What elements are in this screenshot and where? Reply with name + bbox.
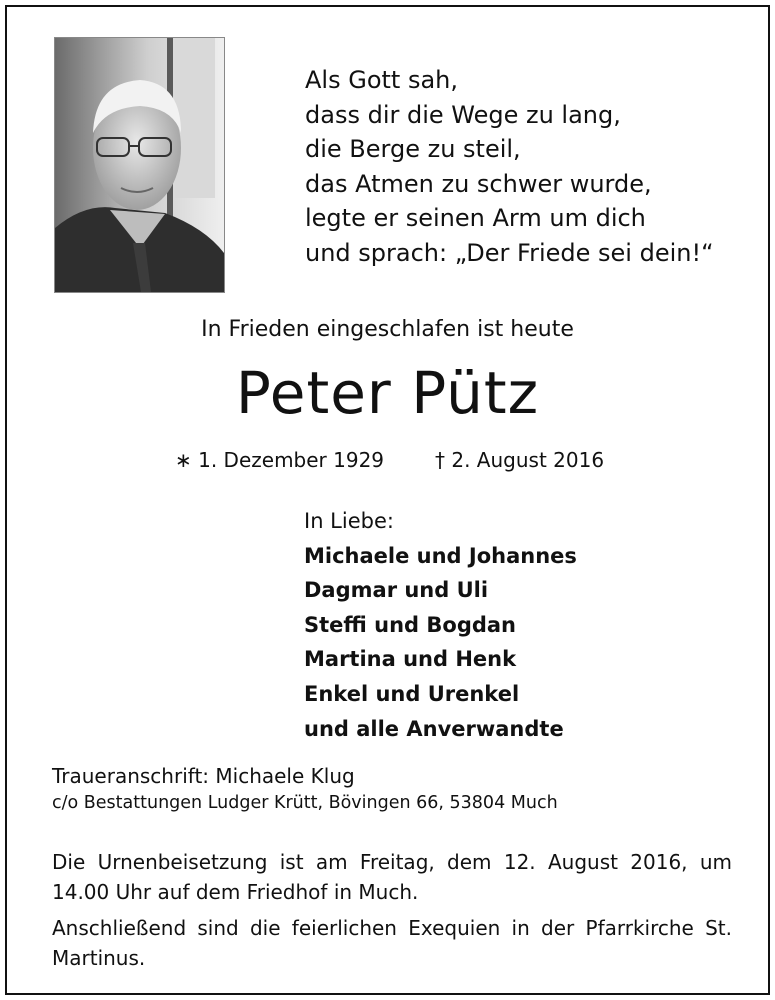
poem-line: legte er seinen Arm um dich [305, 204, 646, 232]
address-line: Traueranschrift: Michaele Klug [52, 764, 355, 788]
poem-line: und sprach: „Der Friede sei dein!“ [305, 238, 714, 267]
obituary-frame [5, 5, 770, 995]
poem-line: Als Gott sah, [305, 66, 458, 94]
poem [305, 63, 714, 270]
poem-line: das Atmen zu schwer wurde, [305, 169, 652, 198]
funeral-info [52, 847, 732, 979]
mourner-name: Enkel und Urenkel [304, 681, 520, 706]
address-line: c/o Bestattungen Ludger Krütt, Bövingen 66, 53804 Much [52, 793, 558, 813]
funeral-paragraph: Anschließend sind die feierlichen Exequien in der Pfarrkirche St. Martinus. [52, 916, 732, 970]
mourner-name: Martina und Henk [304, 647, 517, 672]
mourners-intro: In Liebe: [304, 509, 394, 533]
deceased-name: Peter Pütz [235, 359, 540, 427]
mourner-name: Michaele und Johannes [304, 543, 577, 568]
birth-date: ∗ 1. Dezember 1929 [175, 448, 385, 472]
portrait-photo [54, 37, 225, 293]
mourner-name: Dagmar und Uli [304, 578, 489, 603]
mourning-address [52, 762, 558, 816]
poem-line: dass dir die Wege zu lang, [305, 100, 621, 129]
mourners-list [304, 504, 577, 746]
poem-line: die Berge zu steil, [305, 135, 521, 163]
death-date: † 2. August 2016 [435, 448, 605, 472]
mourner-name: und alle Anverwandte [304, 716, 564, 741]
funeral-paragraph: Die Urnenbeisetzung ist am Freitag, dem 12. August 2016, um 14.00 Uhr auf dem Friedhof in Much. [52, 850, 732, 904]
intro-text: In Frieden eingeschlafen ist heute [201, 317, 574, 342]
mourner-name: Steffi und Bogdan [304, 612, 516, 637]
